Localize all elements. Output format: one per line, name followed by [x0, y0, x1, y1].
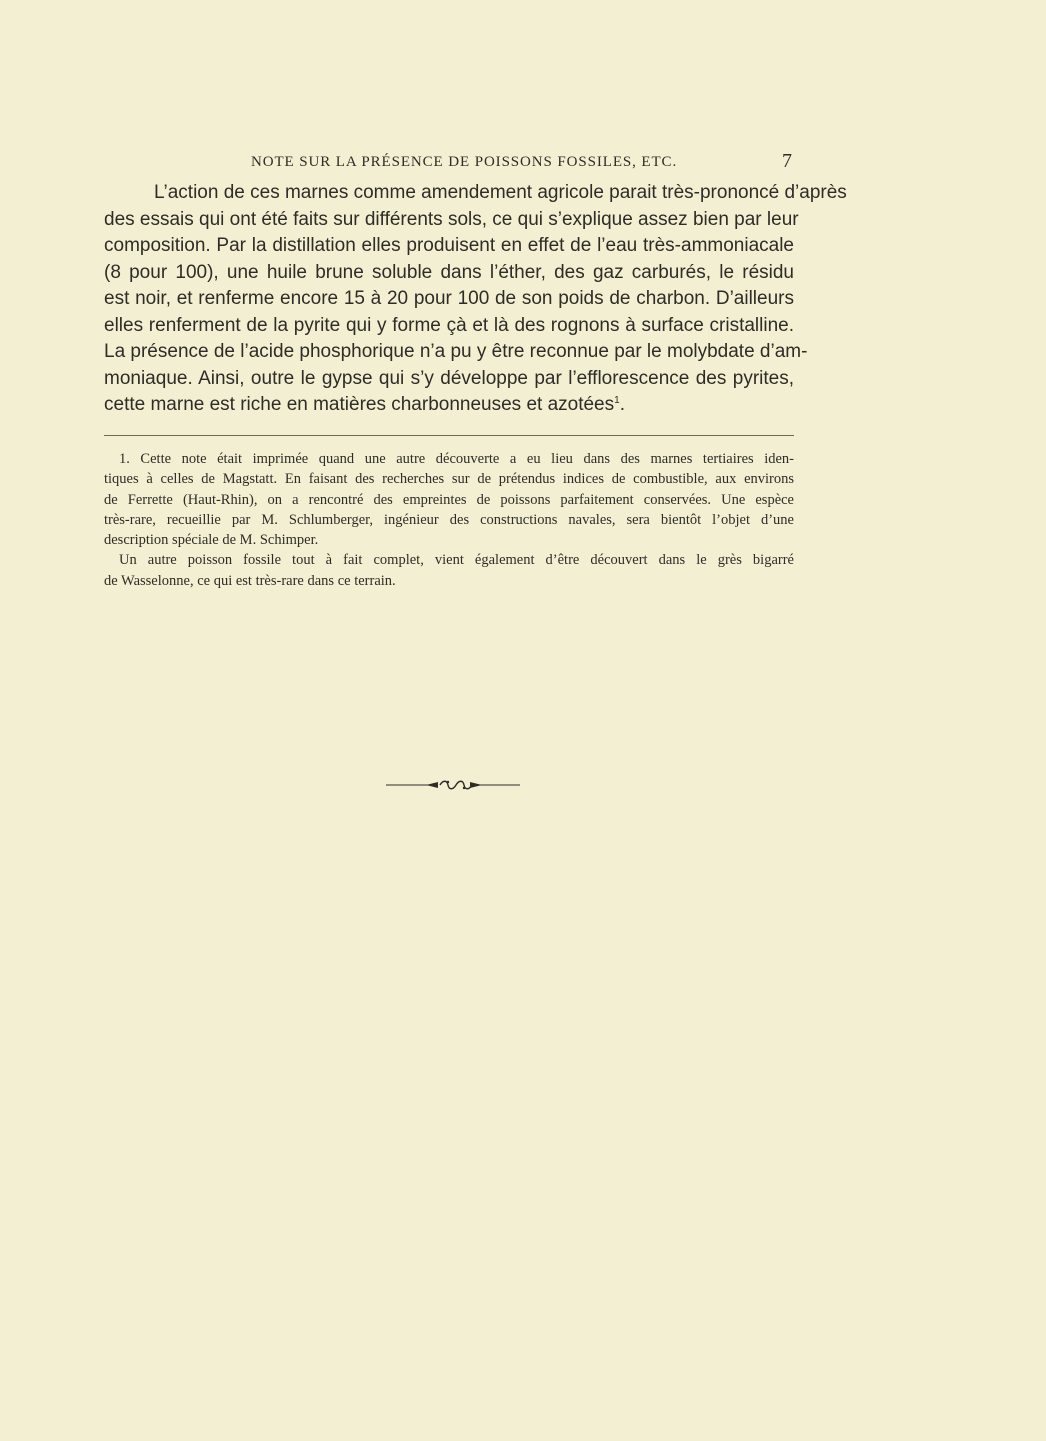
footnote-line: description spéciale de M. Schimper. — [104, 532, 319, 549]
paragraph-line: La présence de l’acide phosphorique n’a pu y être reconnue par le molybdate d’am- — [104, 341, 808, 362]
footnote-reference: 1 — [614, 395, 620, 406]
footnote-line: 1. Cette note était imprimée quand une autre découverte a eu lieu dans des marnes tertiaires iden- — [119, 451, 794, 467]
paragraph-line: (8 pour 100), une huile brune soluble dans l’éther, des gaz carburés, le résidu — [104, 261, 794, 283]
page-number: 7 — [782, 150, 792, 172]
main-paragraph — [104, 180, 847, 419]
tailpiece-ornament-icon — [386, 777, 520, 793]
paragraph-line: cette marne est riche en matières charbonneuses et azotées — [104, 394, 615, 415]
running-title: NOTE SUR LA PRÉSENCE DE POISSONS FOSSILES, ETC. — [251, 154, 678, 170]
paragraph-line: est noir, et renferme encore 15 à 20 pour 100 de son poids de charbon. D’ailleurs — [104, 288, 794, 309]
running-head — [104, 150, 794, 176]
footnote-line: de Wasselonne, ce qui est très-rare dans ce terrain. — [104, 572, 396, 589]
paragraph-line: moniaque. Ainsi, outre le gypse qui s’y développe par l’efflorescence des pyrites, — [104, 367, 794, 389]
footnotes — [104, 449, 794, 591]
paragraph-line: L’action de ces marnes comme amendement agricole parait très-prononcé d’après — [154, 182, 847, 203]
footnote-line: très-rare, recueillie par M. Schlumberger, ingénieur des constructions navales, sera bientôt l’objet d’une — [104, 511, 794, 528]
footnote-line: tiques à celles de Magstatt. En faisant des recherches sur de prétendus indices de combustible, aux environs — [104, 471, 794, 488]
paragraph-last-line: cette marne est riche en matières charbonneuses et azotées$^1$. — [104, 394, 625, 415]
paragraph-line: des essais qui ont été faits sur différents sols, ce qui s’explique assez bien par leur — [104, 208, 799, 230]
footnote-line: de Ferrette (Haut-Rhin), on a rencontré des empreintes de poissons parfaitement conservées. Une espèce — [104, 491, 794, 508]
paragraph-line: composition. Par la distillation elles produisent en effet de l’eau très-ammoniacale — [104, 235, 794, 256]
footnote-line: Un autre poisson fossile tout à fait complet, vient également d’être découvert dans le grès bigarré — [119, 552, 794, 569]
footnote-divider — [104, 435, 794, 436]
paragraph-line: elles renferment de la pyrite qui y forme çà et là des rognons à surface cristalline. — [104, 314, 794, 336]
